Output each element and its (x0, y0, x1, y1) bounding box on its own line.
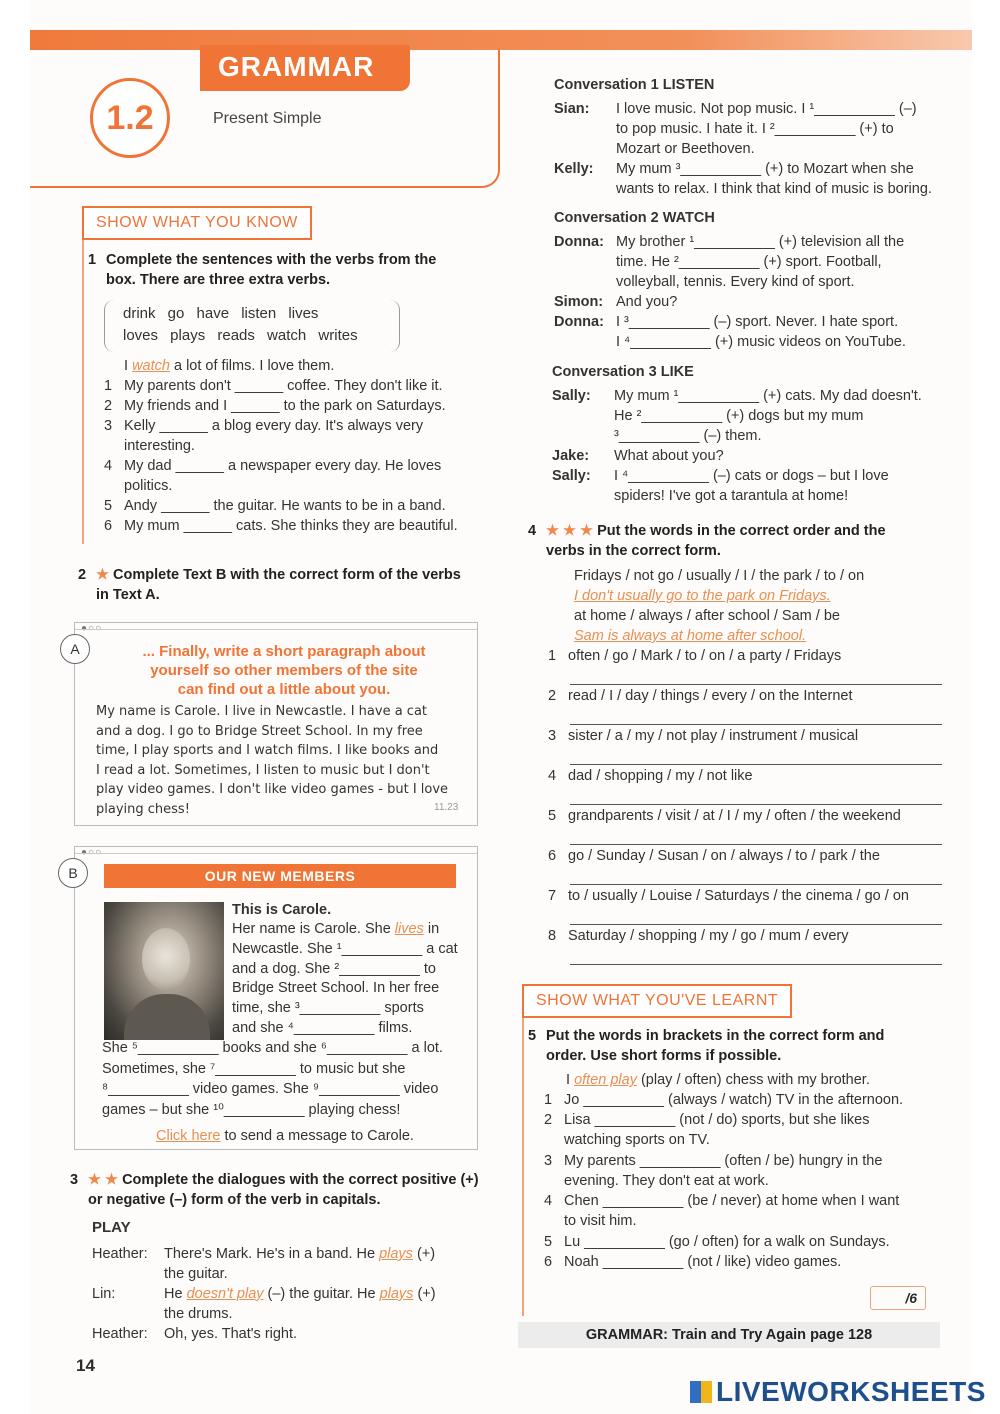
q3-speaker: Heather: (92, 1246, 148, 1262)
star-icon: ★ ★ (88, 1172, 119, 1188)
liveworksheets-logo: LIVEWORKSHEETS (690, 1376, 986, 1408)
q1-item: 6 My mum ______ cats. She thinks they are beautiful. (104, 518, 458, 534)
header-band (30, 30, 972, 50)
star-icon: ★ (96, 567, 109, 583)
answer-line[interactable] (570, 684, 942, 685)
q5-instruction: 5 Put the words in brackets in the correct form and order. Use short forms if possible. (528, 1028, 885, 1064)
answer-line[interactable] (570, 884, 942, 885)
text-b-body-full: She ⁵__________ books and she ⁶__________ a lot. Sometimes, she ⁷__________ to music but she ⁸__________ video games. She ⁹__________ video games – but she ¹⁰__________ playing chess! (102, 1040, 443, 1118)
text-b-link-line: Click here to send a message to Carole. (156, 1128, 414, 1144)
browser-dots-icon: ●○○ (81, 847, 103, 858)
verb-box: drink go have listen lives loves plays reads watch writes (104, 300, 400, 352)
answer-line[interactable] (570, 924, 942, 925)
q3-verb: PLAY (92, 1219, 131, 1236)
q3-dialogue-line: the guitar. (164, 1266, 228, 1282)
q5-item: watching sports on TV. (564, 1132, 710, 1148)
q3-speaker: Lin: (92, 1286, 116, 1302)
text-a-timestamp: 11.23 (434, 802, 459, 813)
q3-dialogue-line: Oh, yes. That's right. (164, 1326, 298, 1342)
text-b-badge: B (58, 858, 88, 888)
text-b-body: Her name is Carole. She lives in Newcastle. She ¹__________ a cat and a dog. She ²__________ to Bridge Street School. In her free time, she ³__________ sports and she ⁴__________ films. (232, 921, 458, 1036)
q3-dialogue-line: He doesn't play (–) the guitar. He plays (+) (164, 1286, 436, 1302)
q4-example-answer: I don't usually go to the park on Fridays. (574, 588, 831, 604)
q4-item: 8 Saturday / shopping / my / go / mum / every (548, 928, 849, 944)
answer-line[interactable] (570, 844, 942, 845)
star-icon: ★ ★ ★ (546, 523, 594, 539)
answer-line[interactable] (570, 964, 942, 965)
q1-item: 5 Andy ______ the guitar. He wants to be in a band. (104, 498, 446, 514)
q1-example: I watch a lot of films. I love them. (124, 358, 335, 374)
q4-item: 2 read / I / day / things / every / on the Internet (548, 688, 853, 704)
text-a-badge: A (60, 634, 90, 664)
q5-item: to visit him. (564, 1213, 637, 1229)
q4-item: 4 dad / shopping / my / not like (548, 768, 753, 784)
answer-line[interactable] (570, 804, 942, 805)
q5-item: 2 Lisa __________ (not / do) sports, but she likes (544, 1112, 870, 1128)
browser-dots-icon: ●○○ (81, 623, 103, 634)
lesson-subtitle: Present Simple (213, 110, 322, 127)
q5-item: 5 Lu __________ (go / often) for a walk on Sundays. (544, 1234, 890, 1250)
conversation-1: Sian: I love music. Not pop music. I ¹__________ (–) to pop music. I hate it. I ²__________ (+) to Mozart or Beethoven. Kelly: My mum ³__________ (+) to Mozart when she wants to relax. I think that kind of music is boring. (554, 101, 932, 197)
page-number: 14 (76, 1356, 95, 1375)
our-new-members-bar: OUR NEW MEMBERS (104, 864, 456, 888)
q1-item: 4 My dad ______ a newspaper every day. He loves (104, 458, 442, 474)
text-a-body: My name is Carole. I live in Newcastle. I have a cat and a dog. I go to Bridge Street School. In my free time, I play sports and I watch films. I like books and I read a lot. Sometimes, I listen to music but I don't play video games. I don't like video games - but I love playing chess! (96, 704, 449, 817)
q4-item: 5 grandparents / visit / at / I / my / often / the weekend (548, 808, 901, 824)
q5-item: evening. They don't eat at work. (564, 1173, 769, 1189)
q1-item: politics. (124, 478, 173, 494)
q1-item: 2 My friends and I ______ to the park on Saturdays. (104, 398, 446, 414)
score-box: /6 (870, 1286, 926, 1310)
q2-instruction: 2 ★ Complete Text B with the correct form of the verbs in Text A. (78, 567, 461, 603)
conversation-2-title: Conversation 2 WATCH (554, 210, 715, 226)
q3-instruction: 3 ★ ★ Complete the dialogues with the correct positive (+) or negative (–) form of the verb in capitals. (70, 1172, 479, 1208)
footer-reference: GRAMMAR: Train and Try Again page 128 (518, 1322, 940, 1348)
q5-item: 3 My parents __________ (often / be) hungry in the (544, 1153, 883, 1169)
conversation-2: Donna: My brother ¹__________ (+) television all the time. He ²__________ (+) sport. Football, volleyball, tennis. Every kind of sport. Simon: And you? Donna: I ³__________ (–) sport. Never. I hate sport. I ⁴__________ (+) music videos on YouTube. (554, 234, 906, 350)
section-title: GRAMMAR (200, 45, 410, 91)
unit-number: 1.2 (90, 78, 170, 158)
q5-item: 6 Noah __________ (not / like) video games. (544, 1254, 842, 1270)
q3-dialogue-line: There's Mark. He's in a band. He plays (+) (164, 1246, 436, 1262)
text-a-heading: ... Finally, write a short paragraph about yourself so other members of the site can find out a little about you. (142, 643, 426, 698)
carole-photo (104, 902, 224, 1040)
text-b-title: This is Carole. (232, 902, 332, 918)
q5-example: I often play (play / often) chess with my brother. (566, 1072, 870, 1088)
conversation-1-title: Conversation 1 LISTEN (554, 77, 715, 93)
click-here-link[interactable]: Click here (156, 1128, 221, 1144)
conversation-3-title: Conversation 3 LIKE (552, 364, 694, 380)
show-what-youve-learnt-label: SHOW WHAT YOU'VE LEARNT (522, 984, 792, 1018)
show-what-you-know-label: SHOW WHAT YOU KNOW (82, 206, 312, 240)
q3-speaker: Heather: (92, 1326, 148, 1342)
q4-item: 6 go / Sunday / Susan / on / always / to / park / the (548, 848, 880, 864)
q4-example: Fridays / not go / usually / I / the park / to / on (574, 568, 865, 584)
q1-item: 1 My parents don't ______ coffee. They don't like it. (104, 378, 443, 394)
answer-line[interactable] (570, 764, 942, 765)
q4-example-answer: Sam is always at home after school. (574, 628, 807, 644)
q4-example: at home / always / after school / Sam / be (574, 608, 840, 624)
q4-instruction: 4 ★ ★ ★ Put the words in the correct order and the verbs in the correct form. (528, 523, 886, 559)
answer-line[interactable] (570, 724, 942, 725)
q1-item: interesting. (124, 438, 195, 454)
q1-item: 3 Kelly ______ a blog every day. It's always very (104, 418, 424, 434)
q5-item: 1 Jo __________ (always / watch) TV in the afternoon. (544, 1092, 904, 1108)
q4-item: 7 to / usually / Louise / Saturdays / the cinema / go / on (548, 888, 909, 904)
q1-instruction: 1 Complete the sentences with the verbs from the box. There are three extra verbs. (88, 252, 437, 288)
liveworksheets-icon (690, 1381, 712, 1403)
q4-item: 3 sister / a / my / not play / instrument / musical (548, 728, 859, 744)
q3-dialogue-line: the drums. (164, 1306, 233, 1322)
q4-item: 1 often / go / Mark / to / on / a party / Fridays (548, 648, 842, 664)
conversation-3: Sally: My mum ¹__________ (+) cats. My dad doesn't. He ²__________ (+) dogs but my mum ³__________ (–) them. Jake: What about you? Sally: I ⁴__________ (–) cats or dogs – but I love spiders! I've got a tarantula at home! (552, 388, 922, 504)
q5-item: 4 Chen __________ (be / never) at home when I want (544, 1193, 900, 1209)
